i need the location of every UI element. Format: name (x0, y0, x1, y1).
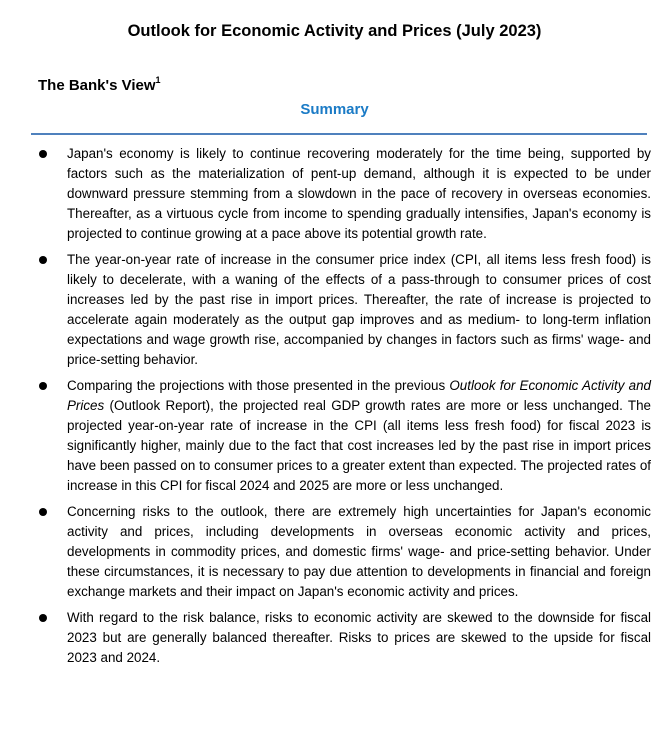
summary-heading: Summary (300, 101, 369, 118)
bullet-text: Japan's economy is likely to continue recovering moderately for the time being, supported by factors such as the materialization of pent-up demand, although it is expected to be under downward pressure stemming from a slowdown in the pace of recovery in overseas economies. Thereafter, as a virtuous cycle from income to spending gradually intensifies, Japan's economy is projected to continue growing at a pace above its potential growth rate. (67, 146, 651, 241)
footnote-marker[interactable]: 1 (155, 75, 161, 85)
bullet-text: Concerning risks to the outlook, there are extremely high uncertainties for Japan's economic activity and prices, including developments in overseas economic activity and prices, developments in commodity prices, and domestic firms' wage- and price-setting behavior. Under these circumstances, it is necessary to pay due attention to developments in financial and foreign exchange markets and their impact on Japan's economic activity and prices. (67, 504, 651, 599)
bullet-text: With regard to the risk balance, risks to economic activity are skewed to the downside for fiscal 2023 but are generally balanced thereafter. Risks to prices are skewed to the upside for fiscal 2023 and 2024. (67, 610, 651, 665)
bullet-item-comparison (0, 376, 669, 496)
section-title (38, 76, 161, 94)
horizontal-rule (31, 133, 647, 135)
bullet-text-before: Comparing the projections with those presented in the previous (67, 378, 450, 393)
bullet-item-cpi (0, 250, 669, 370)
outlook-report-title: Outlook for Economic Activity and Prices (67, 378, 651, 413)
bullet-icon (39, 614, 47, 622)
bullet-text-after: (Outlook Report), the projected real GDP growth rates are more or less unchanged. The projected year-on-year rate of increase in the CPI (all items less fresh food) for fiscal 2023 is significantly higher, mainly due to the fact that cost increases led by the past rise in import prices have been passed on to consumer prices to a greater extent than expected. The projected rates of increase in this CPI for fiscal 2024 and 2025 are more or less unchanged. (67, 398, 651, 493)
bullet-item-economy (0, 144, 669, 244)
bullet-icon (39, 256, 47, 264)
document-title: Outlook for Economic Activity and Prices (July 2023) (127, 22, 542, 40)
bullet-text: The year-on-year rate of increase in the consumer price index (CPI, all items less fresh food) is likely to decelerate, with a waning of the effects of a pass-through to consumer prices of cost increases led by the past rise in import prices. Thereafter, the rate of increase is projected to accelerate again moderately as the output gap improves and as medium- to long-term inflation expectations and wage growth rise, accompanied by changes in factors such as firms' wage- and price-setting behavior. (67, 252, 651, 367)
bullet-icon (39, 508, 47, 516)
bullet-item-risks (0, 502, 669, 602)
bullet-icon (39, 150, 47, 158)
bullet-item-risk-balance (0, 608, 669, 668)
summary-bullet-list (0, 144, 669, 674)
section-title-text: The Bank's View (38, 77, 156, 94)
bullet-icon (39, 382, 47, 390)
